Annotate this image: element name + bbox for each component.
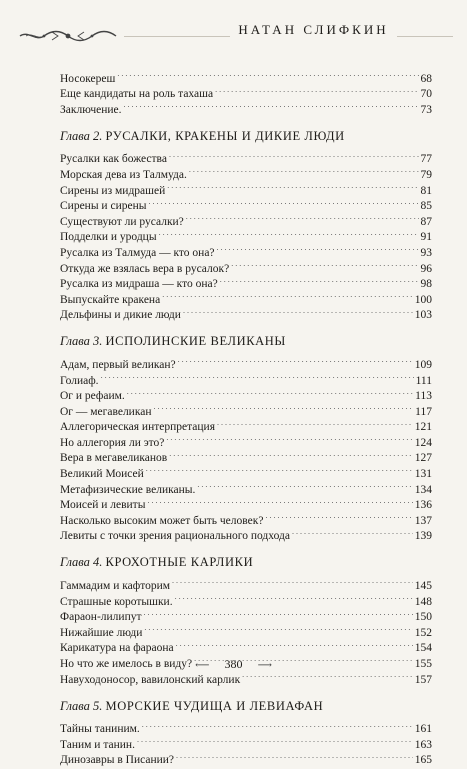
toc-entry-page: 111 (415, 374, 432, 387)
dot-leader (142, 717, 413, 733)
toc-entry-title: Таним и танин. (60, 738, 135, 751)
dot-leader (220, 272, 419, 288)
toc-entry-title: Гаммадим и кафторим (60, 580, 171, 593)
chapter-heading (60, 332, 432, 350)
dot-leader (147, 493, 412, 509)
chapter-label: Глава 2. (60, 128, 103, 143)
dot-leader (172, 573, 413, 589)
toc-entry-title: Заключение. (60, 103, 122, 116)
toc-entry-page: 98 (420, 278, 432, 291)
toc-entry (60, 82, 432, 101)
page-number: 380 (224, 657, 243, 671)
toc-entry-page: 117 (415, 405, 432, 418)
toc-entry-title: Адам, первый великан? (60, 358, 176, 371)
dot-leader (215, 82, 418, 98)
toc-entry-title: Моисей и левиты (60, 499, 146, 512)
dot-leader (186, 209, 419, 225)
toc-entry-page: 134 (414, 483, 432, 496)
toc-entry-page: 68 (420, 72, 432, 85)
dot-leader (166, 430, 412, 446)
dot-leader (137, 732, 413, 748)
toc-entry-page: 87 (420, 215, 432, 228)
toc-entry (60, 573, 432, 593)
toc-entry-title: Насколько высоким может быть человек? (60, 514, 264, 527)
toc-entry-page: 157 (414, 673, 432, 686)
toc-entry-page: 85 (420, 200, 432, 213)
chapter-label: Глава 5. (60, 698, 103, 713)
toc-entry-page: 121 (414, 421, 432, 434)
toc-entry-page: 150 (414, 611, 432, 624)
dot-leader (167, 178, 418, 194)
toc-entry (60, 147, 432, 166)
toc-entry-title: Карикатура на фараона (60, 642, 174, 655)
chapter-label: Глава 4. (60, 555, 103, 570)
toc-entry-title: Откуда же взялась вера в русалок? (60, 262, 230, 275)
chapter-label: Глава 3. (60, 334, 103, 349)
chapter-heading (60, 127, 432, 145)
right-arrow-icon: ⟶ (257, 660, 272, 671)
dot-leader (148, 194, 418, 210)
toc-entry-title: Сирены из мидрашей (60, 184, 166, 197)
toc-entry (60, 368, 432, 387)
toc-entry-page: 145 (414, 580, 432, 593)
ornament-icon (18, 28, 118, 44)
header-title: НАТАН СЛИФКИН (230, 22, 396, 38)
toc-entry-title: Существуют ли русалки? (60, 215, 184, 228)
dot-leader (217, 240, 419, 256)
dot-leader (189, 162, 419, 178)
dot-leader (169, 147, 419, 163)
toc-entry-page: 165 (414, 754, 432, 767)
toc-entry-title: Динозавры в Писании? (60, 754, 175, 767)
toc-entry-page: 113 (415, 390, 432, 403)
toc-entry-page: 131 (414, 468, 432, 481)
toc-entry-page: 79 (420, 168, 432, 181)
dot-leader (183, 303, 413, 319)
dot-leader (178, 352, 413, 368)
toc-entry-title: Тайны таниним. (60, 723, 140, 736)
chapter-heading (60, 553, 432, 571)
toc-entry-title: Вера в мегавеликанов (60, 452, 168, 465)
dot-leader (101, 368, 414, 384)
toc-entry-page: 155 (414, 658, 432, 670)
toc-entry-title: Подделки и уродцы (60, 231, 157, 244)
chapter-title: РУСАЛКИ, КРАКЕНЫ И ДИКИЕ ЛЮДИ (105, 128, 345, 143)
dot-leader (169, 446, 413, 462)
toc-entry-page: 154 (414, 642, 432, 655)
dot-leader (176, 748, 413, 764)
running-header (14, 22, 453, 48)
toc-entry-page: 127 (414, 452, 432, 465)
toc-entry-title: Навуходоносор, вавилонский карлик (60, 673, 241, 686)
dot-leader (217, 415, 413, 431)
dot-leader (146, 461, 413, 477)
dot-leader (144, 620, 412, 636)
toc-entry-page: 161 (414, 723, 432, 736)
toc-entry-title: Морская дева из Талмуда. (60, 168, 187, 181)
dot-leader (176, 636, 413, 652)
toc-entry-title: Дельфины и дикие люди (60, 309, 181, 322)
toc-entry-page: 91 (420, 231, 432, 244)
toc-entry (60, 384, 432, 403)
toc-entry-page: 124 (414, 436, 432, 449)
toc-entry-page: 73 (420, 103, 432, 116)
dot-leader (117, 66, 418, 82)
toc-entry-title: Русалки как божества (60, 153, 167, 166)
toc-entry-title: Великий Моисей (60, 468, 144, 481)
toc-entry-page: 77 (420, 153, 432, 166)
dot-leader (127, 384, 413, 400)
chapter-heading (60, 697, 432, 715)
toc-entry-title: Но аллегория ли это? (60, 436, 165, 449)
toc-entry-title: Выпускайте кракена (60, 293, 161, 306)
dot-leader (292, 524, 413, 540)
toc-entry-title: Ог — мегавеликан (60, 405, 152, 418)
dot-leader (175, 589, 413, 605)
toc-entry-title: Русалка из Талмуда — кто она? (60, 246, 215, 259)
chapter-title: ИСПОЛИНСКИЕ ВЕЛИКАНЫ (105, 334, 286, 349)
toc-entry (60, 66, 432, 85)
toc-entry-title: Левиты с точки зрения рационального подхода (60, 530, 290, 543)
toc-entry-title: Аллегорическая интерпретация (60, 421, 215, 434)
page-footer (0, 653, 467, 669)
toc-entry-page: 103 (414, 309, 432, 322)
toc-entry-title: Фараон-лилипут (60, 611, 142, 624)
toc-entry-page: 96 (420, 262, 432, 275)
dot-leader (162, 287, 413, 303)
toc-entry-title: Еще кандидаты на роль тахаша (60, 88, 214, 101)
toc-entry-title: Метафизические великаны. (60, 483, 196, 496)
toc-entry-page: 93 (420, 246, 432, 259)
toc-entry-page: 152 (414, 626, 432, 639)
toc-entry-page: 70 (420, 88, 432, 101)
dot-leader (231, 256, 418, 272)
toc-entry-title: Русалка из мидраша — кто она? (60, 278, 218, 291)
toc-entry-title: Нижайшие люди (60, 626, 143, 639)
dot-leader (124, 97, 419, 113)
dot-leader (154, 399, 414, 415)
toc-entry (60, 352, 432, 371)
toc-entry-title: Голиаф. (60, 374, 99, 387)
toc-entry-page: 81 (420, 184, 432, 197)
toc-entry-page: 139 (414, 530, 432, 543)
left-arrow-icon: ⟵ (195, 660, 210, 671)
toc-entry-title: Но что же имелось в виду? (60, 658, 193, 670)
chapter-title: МОРСКИЕ ЧУДИЩА И ЛЕВИАФАН (105, 698, 324, 713)
toc-entry-page: 163 (414, 738, 432, 751)
toc-entry (60, 717, 432, 736)
toc-entry-title: Носокереш (60, 72, 116, 85)
toc-entry-page: 137 (414, 514, 432, 527)
chapter-title: КРОХОТНЫЕ КАРЛИКИ (105, 555, 254, 570)
toc-entry-page: 136 (414, 499, 432, 512)
dot-leader (197, 477, 412, 493)
toc-entry-page: 109 (414, 358, 432, 371)
toc-entry-title: Сирены и сирены (60, 200, 147, 213)
toc-entry-page: 148 (414, 595, 432, 608)
dot-leader (159, 225, 419, 241)
toc-entry-page: 100 (414, 293, 432, 306)
dot-leader (265, 508, 412, 524)
dot-leader (144, 605, 413, 621)
toc-entry-title: Ог и рефаим. (60, 390, 125, 403)
toc-entry-title: Страшные коротышки. (60, 595, 173, 608)
